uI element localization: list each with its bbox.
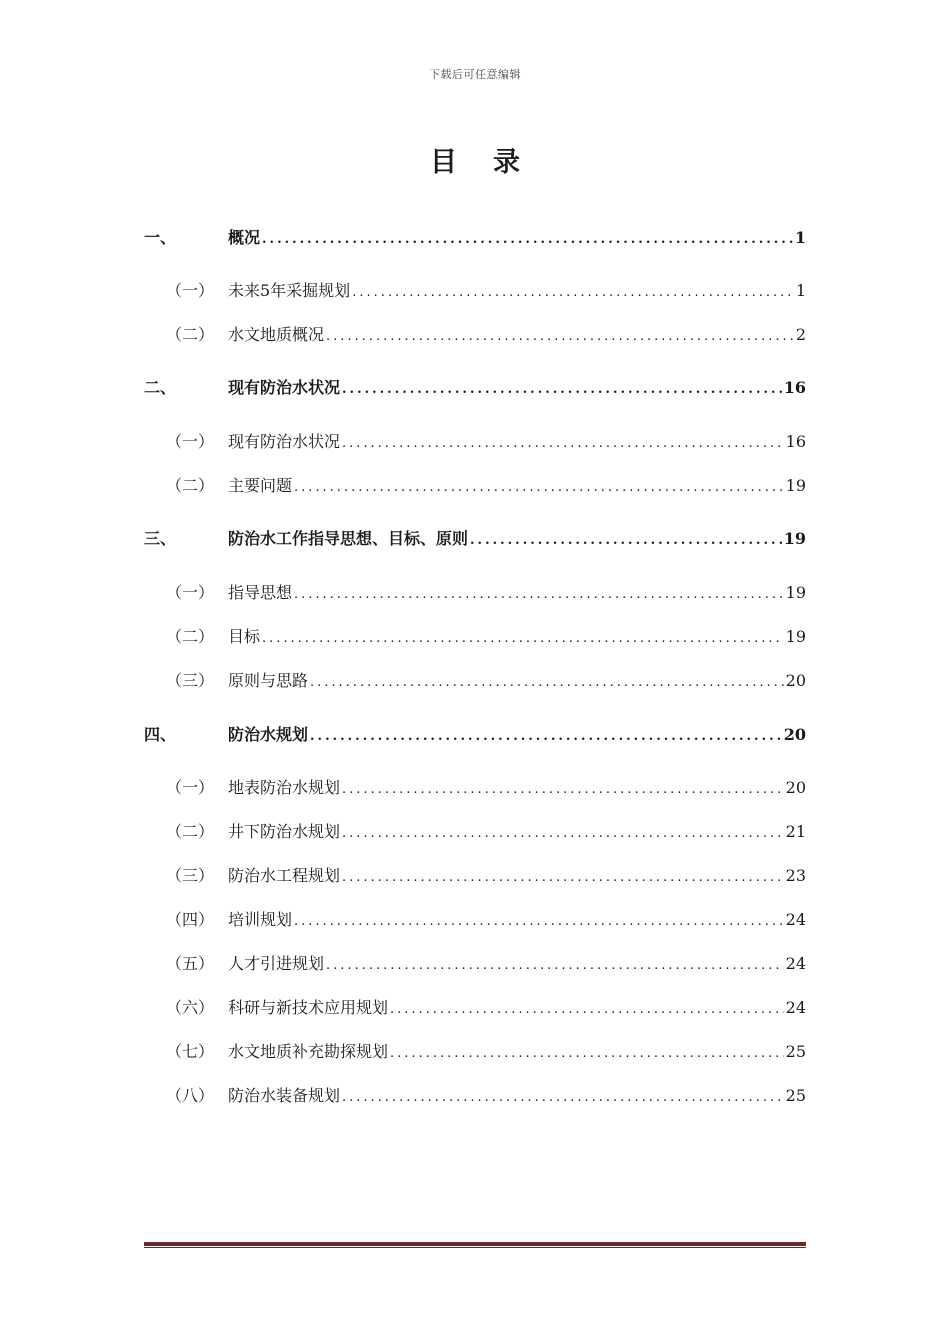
toc-entry-number: （二） [166,822,215,841]
footer-rule [144,1242,806,1249]
toc-entry-number: （一） [166,778,215,797]
toc-entry[interactable] [144,322,806,346]
toc-entry[interactable] [144,473,806,497]
toc-entry-leader-dots [326,329,794,344]
toc-entry-leader-dots [342,826,784,841]
toc-entry-page-number: 20 [785,671,806,690]
toc-entry[interactable] [144,668,806,692]
toc-entry-title: 井下防治水规划 [228,822,341,841]
toc-entry[interactable] [144,1083,806,1107]
toc-entry-title: 现有防治水状况 [228,378,341,397]
toc-entry[interactable] [144,429,806,453]
toc-entry-title: 未来5年采掘规划 [228,281,351,300]
toc-entry-number: 三、 [144,529,177,548]
toc-entry-page-number: 25 [785,1042,806,1061]
toc-entry[interactable] [144,526,806,550]
toc-entry-number: （七） [166,1042,215,1061]
toc-entry-title: 指导思想 [228,583,293,602]
toc-entry-number: （五） [166,954,215,973]
toc-entry-title: 科研与新技术应用规划 [228,998,389,1017]
footer-rule-thin [144,1247,806,1248]
toc-entry-page-number: 20 [783,725,806,744]
toc-entry-page-number: 1 [795,281,806,300]
toc-entry[interactable] [144,1039,806,1063]
toc-entry-title: 原则与思路 [228,671,309,690]
toc-entry-leader-dots [390,1002,784,1017]
toc-entry-leader-dots [262,631,784,646]
toc-entry-number: （一） [166,432,215,451]
toc-entry-page-number: 21 [785,822,806,841]
toc-entry-page-number: 24 [785,954,806,973]
toc-entry[interactable] [144,580,806,604]
toc-entry-title: 培训规划 [228,910,293,929]
toc-entry[interactable] [144,907,806,931]
toc-entry-title: 主要问题 [228,476,293,495]
toc-entry[interactable] [144,775,806,799]
toc-entry-title: 防治水工程规划 [228,866,341,885]
toc-entry[interactable] [144,225,806,249]
toc-entry-title: 水文地质概况 [228,325,325,344]
toc-entry-title: 人才引进规划 [228,954,325,973]
toc-entry-leader-dots [326,958,784,973]
toc-entry-title: 防治水规划 [228,725,309,744]
toc-entry-leader-dots [342,1090,784,1105]
toc-entry[interactable] [144,951,806,975]
toc-entry-title: 概况 [228,228,261,247]
toc-entry-number: （三） [166,866,215,885]
toc-entry-number: 二、 [144,378,177,397]
toc-entry[interactable] [144,863,806,887]
toc-entry-leader-dots [294,480,784,495]
toc-entry-number: 一、 [144,228,177,247]
toc-entry-leader-dots [470,533,782,548]
toc-entry-title: 水文地质补充勘探规划 [228,1042,389,1061]
toc-entry-title: 防治水装备规划 [228,1086,341,1105]
toc-entry-page-number: 19 [785,476,806,495]
toc-entry-page-number: 24 [785,910,806,929]
toc-entry-number: （八） [166,1086,215,1105]
toc-entry-page-number: 2 [795,325,806,344]
toc-entry-page-number: 19 [783,529,806,548]
toc-entry-page-number: 16 [785,432,806,451]
toc-entry[interactable] [144,624,806,648]
toc-entry[interactable] [144,375,806,399]
header-note: 下载后可任意编辑 [429,68,521,81]
toc-entry-title: 防治水工作指导思想、目标、原则 [228,529,469,548]
toc-entry-page-number: 19 [785,627,806,646]
toc-entry-leader-dots [262,232,793,247]
toc-entry[interactable] [144,722,806,746]
toc-entry-leader-dots [310,675,784,690]
toc-entry-number: （二） [166,476,215,495]
toc-entry-leader-dots [294,914,784,929]
toc-entry-number: （二） [166,627,215,646]
toc-entry[interactable] [144,819,806,843]
toc-entry-title: 现有防治水状况 [228,432,341,451]
toc-entry-number: （一） [166,583,215,602]
toc-entry-leader-dots [352,285,794,300]
toc-entry-leader-dots [390,1046,784,1061]
toc-entry-number: （三） [166,671,215,690]
toc-title: 目录 [430,147,556,178]
toc-entry-number: （六） [166,998,215,1017]
toc-entry-leader-dots [342,870,784,885]
toc-entry-number: （一） [166,281,215,300]
toc-entry-number: （四） [166,910,215,929]
toc-entry-page-number: 25 [785,1086,806,1105]
toc-entry-leader-dots [294,587,784,602]
toc-entry-page-number: 23 [785,866,806,885]
toc-entry[interactable] [144,278,806,302]
toc-entry-leader-dots [342,382,782,397]
toc-entry-leader-dots [310,729,782,744]
toc-entry-number: （二） [166,325,215,344]
toc-entry-page-number: 1 [794,228,806,247]
toc-entry-page-number: 16 [783,378,806,397]
footer-rule-thick [144,1242,806,1246]
toc-entry-page-number: 24 [785,998,806,1017]
toc-entry-title: 地表防治水规划 [228,778,341,797]
toc-entry[interactable] [144,995,806,1019]
toc-entry-leader-dots [342,782,784,797]
toc-entry-number: 四、 [144,725,177,744]
toc-entry-leader-dots [342,436,784,451]
toc-entry-title: 目标 [228,627,261,646]
toc-entry-page-number: 20 [785,778,806,797]
toc-entry-page-number: 19 [785,583,806,602]
